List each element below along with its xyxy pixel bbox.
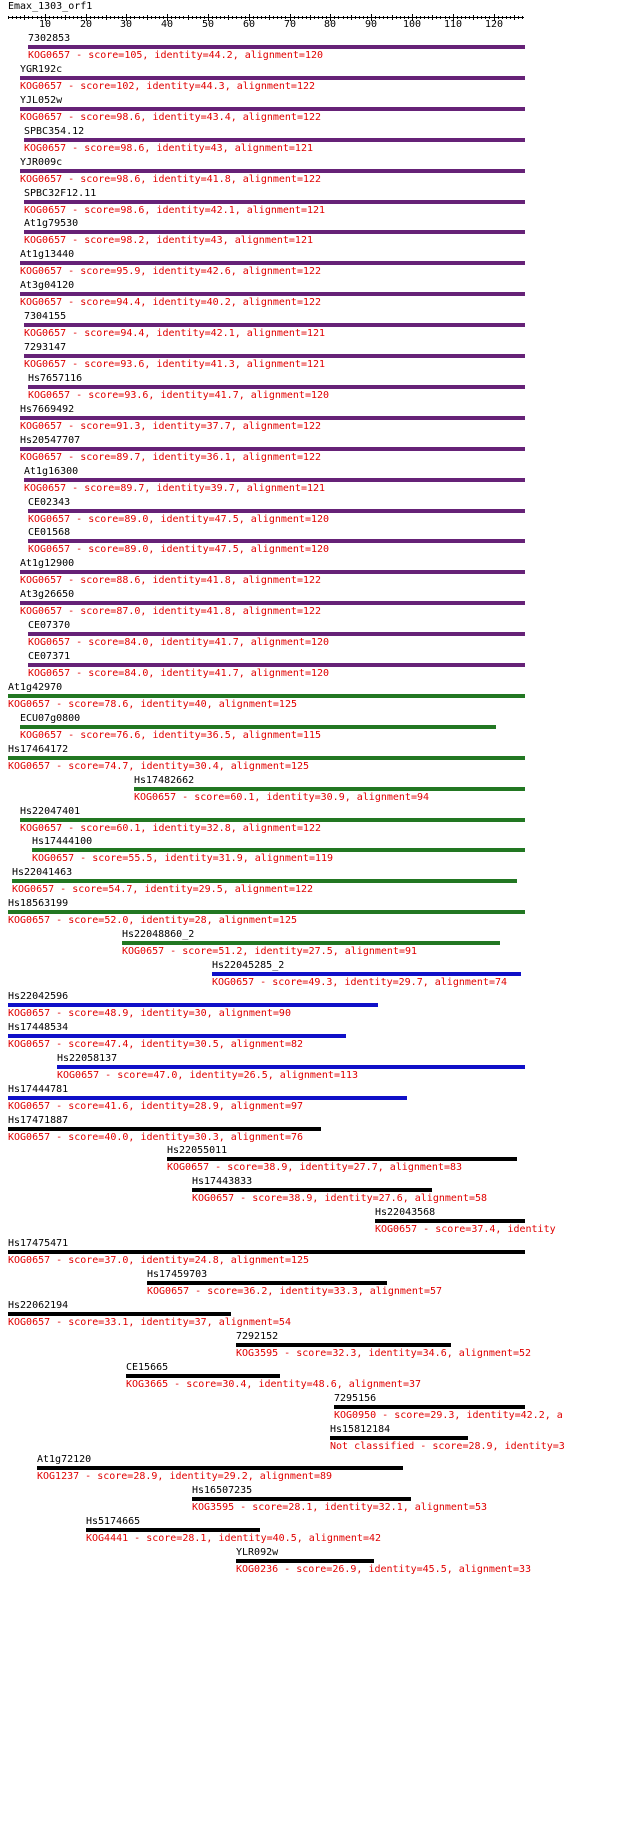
- hit-name[interactable]: Hs22043568: [375, 1207, 436, 1219]
- hit-alignment-bar[interactable]: [20, 107, 525, 111]
- hit-alignment-bar[interactable]: [8, 1096, 407, 1100]
- ruler-tick: [65, 15, 66, 20]
- hit-detail: KOG0657 - score=37.4, identity: [375, 1224, 556, 1236]
- hit-alignment-bar[interactable]: [126, 1374, 280, 1378]
- ruler-tick: [343, 16, 344, 19]
- hit-name[interactable]: 7292152: [236, 1330, 279, 1342]
- hit-name[interactable]: At3g04120: [20, 280, 75, 292]
- hit-name[interactable]: Hs17444100: [32, 836, 93, 848]
- hit-row[interactable]: [0, 1176, 620, 1206]
- hit-row[interactable]: [0, 898, 620, 928]
- ruler-tick: [94, 16, 95, 19]
- hit-alignment-bar[interactable]: [20, 447, 525, 451]
- hit-detail: KOG0657 - score=98.2, identity=43, alignment=121: [24, 235, 313, 247]
- hit-alignment-bar[interactable]: [86, 1528, 260, 1532]
- hit-name[interactable]: Hs22047401: [20, 805, 81, 817]
- hit-detail: KOG1237 - score=28.9, identity=29.2, alignment=89: [37, 1471, 333, 1483]
- hit-name[interactable]: 7304155: [24, 311, 67, 323]
- hit-alignment-bar[interactable]: [12, 879, 517, 883]
- hit-alignment-bar[interactable]: [28, 663, 525, 667]
- hit-name[interactable]: 7295156: [334, 1392, 377, 1404]
- hit-row[interactable]: [0, 867, 620, 897]
- hit-name[interactable]: YJL052w: [20, 94, 63, 106]
- hit-alignment-bar[interactable]: [8, 910, 525, 914]
- ruler-tick: [392, 15, 393, 20]
- ruler-tick: [196, 16, 197, 19]
- hit-alignment-bar[interactable]: [8, 1312, 231, 1316]
- ruler-tick: [102, 16, 103, 19]
- ruler-tick: [379, 16, 380, 19]
- ruler-tick: [53, 16, 54, 19]
- hit-name[interactable]: YJR009c: [20, 156, 63, 168]
- hit-alignment-bar[interactable]: [8, 1003, 378, 1007]
- hit-detail: KOG0657 - score=52.0, identity=28, alignment=125: [8, 915, 297, 927]
- hit-name[interactable]: Hs22045285_2: [212, 960, 285, 971]
- hit-row[interactable]: [0, 1145, 620, 1175]
- ruler-tick: [236, 16, 237, 19]
- hit-row[interactable]: [0, 218, 620, 248]
- hit-row[interactable]: [0, 991, 620, 1021]
- hit-name[interactable]: At1g13440: [20, 249, 75, 261]
- hit-row[interactable]: [0, 373, 620, 403]
- hit-row[interactable]: [0, 1053, 620, 1083]
- hit-name[interactable]: Hs16507235: [192, 1485, 253, 1497]
- hit-detail: KOG0657 - score=40.0, identity=30.3, alignment=76: [8, 1131, 304, 1143]
- ruler-tick-label: 120: [485, 19, 504, 30]
- hit-detail: KOG0657 - score=49.3, identity=29.7, alignment=74: [212, 977, 508, 988]
- hit-alignment-bar[interactable]: [8, 1034, 346, 1038]
- hit-row[interactable]: [0, 1084, 620, 1114]
- hit-detail: KOG0657 - score=51.2, identity=27.5, alignment=91: [122, 946, 418, 958]
- ruler-tick-label: 40: [161, 19, 174, 30]
- hit-detail: KOG0657 - score=89.7, identity=39.7, alignment=121: [24, 482, 326, 494]
- ruler-tick: [16, 16, 17, 19]
- hit-row[interactable]: [0, 836, 620, 866]
- hit-name[interactable]: Hs20547707: [20, 434, 81, 446]
- hit-name[interactable]: Hs22058137: [57, 1052, 118, 1064]
- hit-detail: KOG0657 - score=60.1, identity=30.9, alignment=94: [134, 791, 430, 803]
- hit-alignment-bar[interactable]: [20, 570, 525, 574]
- hit-alignment-bar[interactable]: [24, 138, 525, 142]
- ruler-tick: [424, 16, 425, 19]
- ruler-tick: [469, 16, 470, 19]
- hit-detail: KOG3595 - score=32.3, identity=34.6, alignment=52: [236, 1347, 532, 1359]
- ruler-tick: [179, 16, 180, 19]
- hit-detail: KOG0657 - score=89.0, identity=47.5, alignment=120: [28, 513, 330, 525]
- hit-row[interactable]: [0, 435, 620, 465]
- hit-alignment-bar[interactable]: [20, 76, 525, 80]
- hit-detail: KOG0657 - score=47.4, identity=30.5, alignment=82: [8, 1038, 304, 1050]
- hit-alignment-bar[interactable]: [134, 787, 525, 791]
- hit-row[interactable]: [0, 1207, 620, 1237]
- hit-alignment-bar[interactable]: [32, 848, 525, 852]
- ruler-tick: [355, 16, 356, 19]
- hit-alignment-bar[interactable]: [8, 1127, 321, 1131]
- hit-row[interactable]: [0, 1022, 620, 1052]
- hit-row[interactable]: [0, 651, 620, 681]
- hit-detail: KOG0657 - score=33.1, identity=37, alignment=54: [8, 1316, 291, 1328]
- hit-row[interactable]: [0, 620, 620, 650]
- ruler-tick: [318, 16, 319, 19]
- ruler-tick-label: 50: [202, 19, 215, 30]
- hit-detail: KOG0657 - score=48.9, identity=30, alignment=90: [8, 1007, 291, 1019]
- ruler-tick: [134, 16, 135, 19]
- ruler-tick: [351, 15, 352, 20]
- hit-alignment-bar[interactable]: [192, 1497, 411, 1501]
- hit-detail: KOG0657 - score=87.0, identity=41.8, alignment=122: [20, 606, 322, 618]
- hit-detail: KOG0657 - score=36.2, identity=33.3, alignment=57: [147, 1286, 443, 1297]
- hit-alignment-bar[interactable]: [20, 261, 525, 265]
- hit-row[interactable]: [0, 806, 620, 836]
- hit-name[interactable]: YLR092w: [236, 1547, 279, 1559]
- ruler-tick-label: 110: [444, 19, 463, 30]
- ruler-tick: [155, 16, 156, 19]
- hit-detail: KOG0657 - score=60.1, identity=32.8, alignment=122: [20, 822, 322, 834]
- ruler-tick: [28, 16, 29, 19]
- ruler-tick-label: 20: [80, 19, 93, 30]
- hit-alignment-bar[interactable]: [8, 694, 525, 698]
- hit-row[interactable]: [0, 1300, 620, 1330]
- ruler-tick: [73, 16, 74, 19]
- ruler-tick: [428, 16, 429, 19]
- hit-detail: KOG3665 - score=30.4, identity=48.6, alignment=37: [126, 1378, 422, 1390]
- ruler-tick: [436, 16, 437, 19]
- ruler-tick: [273, 16, 274, 19]
- hit-name[interactable]: At1g12900: [20, 558, 75, 570]
- hit-name[interactable]: Hs17448534: [8, 1021, 69, 1033]
- hit-name[interactable]: 7293147: [24, 342, 67, 353]
- hit-name[interactable]: CE01568: [28, 527, 71, 539]
- ruler-tick: [114, 16, 115, 19]
- ruler-tick: [347, 16, 348, 19]
- hit-detail: KOG0950 - score=29.3, identity=42.2, a: [334, 1409, 563, 1421]
- hit-row[interactable]: [0, 1269, 620, 1299]
- ruler-tick: [192, 16, 193, 19]
- hit-row[interactable]: [0, 744, 620, 774]
- hit-name[interactable]: Hs17482662: [134, 774, 195, 786]
- hit-alignment-bar[interactable]: [24, 200, 525, 204]
- ruler-tick-label: 100: [403, 19, 422, 30]
- hit-name[interactable]: Hs22042596: [8, 990, 69, 1002]
- ruler-tick: [465, 16, 466, 19]
- ruler-tick: [61, 16, 62, 19]
- ruler-tick: [183, 16, 184, 19]
- hit-row[interactable]: [0, 1547, 620, 1577]
- hit-detail: KOG0657 - score=105, identity=44.2, alignment=120: [28, 50, 324, 61]
- hit-row[interactable]: [0, 527, 620, 557]
- hit-row[interactable]: [0, 929, 620, 959]
- ruler-tick: [298, 16, 299, 19]
- ruler-tick-label: 10: [39, 19, 52, 30]
- hit-name[interactable]: Hs17459703: [147, 1269, 208, 1280]
- hit-name[interactable]: SPBC32F12.11: [24, 187, 97, 199]
- ruler-tick: [322, 16, 323, 19]
- ruler-tick: [175, 16, 176, 19]
- ruler-tick: [432, 15, 433, 20]
- ruler-tick: [106, 15, 107, 20]
- ruler-tick: [200, 16, 201, 19]
- hit-detail: KOG0657 - score=93.6, identity=41.3, alignment=121: [24, 359, 326, 370]
- hit-name[interactable]: Hs22048860_2: [122, 929, 195, 941]
- hit-row[interactable]: [0, 404, 620, 434]
- hit-alignment-bar[interactable]: [167, 1157, 517, 1161]
- hit-alignment-bar[interactable]: [24, 354, 525, 358]
- hit-alignment-bar[interactable]: [147, 1281, 387, 1285]
- hit-alignment-bar[interactable]: [28, 385, 525, 389]
- ruler-tick: [473, 15, 474, 20]
- ruler-tick: [159, 16, 160, 19]
- hit-name[interactable]: Hs7657116: [28, 372, 83, 384]
- ruler-tick: [314, 16, 315, 19]
- ruler-tick: [20, 16, 21, 19]
- hit-name[interactable]: At3g26650: [20, 589, 75, 601]
- ruler-tick: [359, 16, 360, 19]
- hit-alignment-bar[interactable]: [57, 1065, 525, 1069]
- hit-alignment-bar[interactable]: [334, 1405, 525, 1409]
- hit-detail: KOG4441 - score=28.1, identity=40.5, alignment=42: [86, 1533, 382, 1545]
- ruler-tick: [261, 16, 262, 19]
- hit-row[interactable]: [0, 33, 620, 63]
- ruler-tick: [481, 16, 482, 19]
- ruler-tick-label: 80: [324, 19, 337, 30]
- ruler-tick-label: 90: [365, 19, 378, 30]
- hit-alignment-bar[interactable]: [212, 972, 521, 976]
- hit-detail: KOG0657 - score=91.3, identity=37.7, alignment=122: [20, 420, 322, 432]
- ruler-tick: [37, 16, 38, 19]
- hit-name[interactable]: SPBC354.12: [24, 125, 85, 137]
- hit-detail: KOG0657 - score=76.6, identity=36.5, alignment=115: [20, 729, 322, 741]
- hit-name[interactable]: Hs15812184: [330, 1423, 391, 1435]
- hit-detail: KOG0657 - score=98.6, identity=41.8, alignment=122: [20, 173, 322, 185]
- hit-alignment-bar[interactable]: [20, 292, 525, 296]
- ruler-tick: [514, 15, 515, 20]
- hit-alignment-bar[interactable]: [236, 1343, 451, 1347]
- ruler-tick: [306, 16, 307, 19]
- hit-row[interactable]: [0, 64, 620, 94]
- hit-alignment-bar[interactable]: [28, 632, 525, 636]
- hit-detail: KOG0236 - score=26.9, identity=45.5, alignment=33: [236, 1564, 532, 1576]
- hit-alignment-bar[interactable]: [192, 1188, 432, 1192]
- hit-row[interactable]: [0, 157, 620, 187]
- ruler-tick: [216, 16, 217, 19]
- hit-detail: KOG0657 - score=54.7, identity=29.5, alignment=122: [12, 884, 314, 896]
- hit-row[interactable]: [0, 1362, 620, 1392]
- ruler-tick: [24, 15, 25, 20]
- hit-detail: KOG0657 - score=84.0, identity=41.7, alignment=120: [28, 637, 330, 649]
- hit-name[interactable]: Hs22041463: [12, 867, 73, 879]
- hit-name[interactable]: YGR192c: [20, 63, 63, 75]
- hit-name[interactable]: Hs17443833: [192, 1176, 253, 1188]
- ruler-tick: [440, 16, 441, 19]
- hit-name[interactable]: Hs17471887: [8, 1114, 69, 1126]
- ruler-tick: [220, 16, 221, 19]
- hit-name[interactable]: CE07371: [28, 651, 71, 662]
- hit-detail: KOG0657 - score=89.7, identity=36.1, alignment=122: [20, 451, 322, 463]
- hit-alignment-bar[interactable]: [8, 756, 525, 760]
- hit-name[interactable]: CE02343: [28, 496, 71, 508]
- hit-alignment-bar[interactable]: [20, 818, 525, 822]
- ruler-tick: [522, 16, 523, 19]
- hit-detail: KOG0657 - score=93.6, identity=41.7, alignment=120: [28, 389, 330, 401]
- hit-detail: KOG0657 - score=38.9, identity=27.6, alignment=58: [192, 1193, 488, 1205]
- ruler-tick: [110, 16, 111, 19]
- hit-name[interactable]: Hs7669492: [20, 403, 75, 415]
- ruler-tick: [241, 16, 242, 19]
- hit-detail: KOG0657 - score=89.0, identity=47.5, alignment=120: [28, 544, 330, 556]
- hit-name[interactable]: At1g72120: [37, 1454, 92, 1466]
- ruler-tick: [363, 16, 364, 19]
- hit-name[interactable]: 7302853: [28, 33, 71, 44]
- hit-name[interactable]: ECU07g0800: [20, 712, 81, 724]
- hit-row[interactable]: [0, 188, 620, 218]
- hit-row[interactable]: [0, 311, 620, 341]
- hit-row[interactable]: [0, 342, 620, 372]
- hit-row[interactable]: [0, 497, 620, 527]
- hit-detail: KOG0657 - score=88.6, identity=41.8, alignment=122: [20, 575, 322, 587]
- hit-detail: KOG0657 - score=38.9, identity=27.7, alignment=83: [167, 1162, 463, 1174]
- hit-alignment-bar[interactable]: [28, 509, 525, 513]
- hit-name[interactable]: CE15665: [126, 1361, 169, 1373]
- hit-detail: KOG0657 - score=98.6, identity=42.1, alignment=121: [24, 204, 326, 216]
- ruler-tick: [151, 16, 152, 19]
- hit-detail: KOG0657 - score=55.5, identity=31.9, alignment=119: [32, 853, 334, 865]
- hit-alignment-bar[interactable]: [37, 1466, 403, 1470]
- hit-row[interactable]: [0, 95, 620, 125]
- hit-name[interactable]: Hs17444781: [8, 1083, 69, 1095]
- hit-name[interactable]: At1g79530: [24, 218, 79, 230]
- hit-detail: KOG0657 - score=74.7, identity=30.4, alignment=125: [8, 760, 310, 772]
- hit-name[interactable]: Hs22055011: [167, 1145, 228, 1157]
- hit-row[interactable]: [0, 1238, 620, 1268]
- ruler-tick: [8, 16, 9, 19]
- ruler-tick: [338, 16, 339, 19]
- ruler-tick: [257, 16, 258, 19]
- ruler-tick: [188, 15, 189, 20]
- hit-row[interactable]: [0, 466, 620, 496]
- ruler-tick: [387, 16, 388, 19]
- hit-row[interactable]: [0, 1331, 620, 1361]
- ruler-tick: [143, 16, 144, 19]
- ruler-tick: [265, 16, 266, 19]
- hit-alignment-bar[interactable]: [24, 478, 525, 482]
- hit-row[interactable]: [0, 1516, 620, 1546]
- hit-row[interactable]: [0, 280, 620, 310]
- hit-alignment-bar[interactable]: [236, 1559, 374, 1563]
- ruler-tick: [147, 15, 148, 20]
- hit-alignment-bar[interactable]: [28, 539, 525, 543]
- hit-row[interactable]: [0, 589, 620, 619]
- ruler-tick-label: 60: [243, 19, 256, 30]
- hit-detail: Not classified - score=28.9, identity=3: [330, 1440, 565, 1452]
- hit-alignment-bar[interactable]: [122, 941, 500, 945]
- ruler-tick: [98, 16, 99, 19]
- hit-detail: KOG0657 - score=37.0, identity=24.8, alignment=125: [8, 1255, 310, 1267]
- ruler-tick: [477, 16, 478, 19]
- ruler-tick: [12, 16, 13, 19]
- hit-row[interactable]: [0, 1485, 620, 1515]
- ruler-tick: [277, 16, 278, 19]
- ruler-tick: [310, 15, 311, 20]
- ruler-tick: [269, 15, 270, 20]
- hit-name[interactable]: Hs17464172: [8, 743, 69, 755]
- hit-row[interactable]: [0, 775, 620, 805]
- hit-row[interactable]: [0, 126, 620, 156]
- ruler-tick-label: 70: [284, 19, 297, 30]
- ruler-tick: [77, 16, 78, 19]
- hit-detail: KOG0657 - score=41.6, identity=28.9, alignment=97: [8, 1100, 304, 1112]
- hit-row[interactable]: [0, 1454, 620, 1484]
- hit-alignment-bar[interactable]: [28, 45, 525, 49]
- hit-detail: KOG3595 - score=28.1, identity=32.1, alignment=53: [192, 1502, 488, 1514]
- hit-row[interactable]: [0, 558, 620, 588]
- ruler-tick: [139, 16, 140, 19]
- hit-alignment-bar[interactable]: [375, 1219, 525, 1223]
- ruler-tick: [400, 16, 401, 19]
- hit-alignment-bar[interactable]: [20, 725, 496, 729]
- hit-name[interactable]: Hs18563199: [8, 898, 69, 910]
- hit-name[interactable]: Hs5174665: [86, 1516, 141, 1528]
- hit-row[interactable]: [0, 1393, 620, 1423]
- hit-name[interactable]: At1g16300: [24, 465, 79, 477]
- hit-detail: KOG0657 - score=94.4, identity=40.2, alignment=122: [20, 297, 322, 309]
- ruler-tick: [228, 15, 229, 20]
- hit-name[interactable]: Hs17475471: [8, 1238, 69, 1250]
- hit-row[interactable]: [0, 1115, 620, 1145]
- hit-alignment-bar[interactable]: [24, 230, 525, 234]
- ruler-tick: [57, 16, 58, 19]
- hit-name[interactable]: Hs22062194: [8, 1299, 69, 1311]
- ruler-tick: [224, 16, 225, 19]
- hit-detail: KOG0657 - score=102, identity=44.3, alignment=122: [20, 80, 316, 92]
- ruler-tick: [232, 16, 233, 19]
- ruler-tick: [518, 16, 519, 19]
- hit-alignment-bar[interactable]: [20, 169, 525, 173]
- hit-detail: KOG0657 - score=84.0, identity=41.7, alignment=120: [28, 668, 330, 679]
- ruler-tick: [383, 16, 384, 19]
- hit-detail: KOG0657 - score=98.6, identity=43, alignment=121: [24, 142, 313, 154]
- hit-detail: KOG0657 - score=94.4, identity=42.1, alignment=121: [24, 328, 326, 340]
- query-name: Emax_1303_orf1: [8, 1, 93, 12]
- hit-row[interactable]: [0, 682, 620, 712]
- hit-row[interactable]: [0, 1424, 620, 1454]
- hit-alignment-bar[interactable]: [24, 323, 525, 327]
- hit-alignment-bar[interactable]: [330, 1436, 468, 1440]
- ruler-tick: [281, 16, 282, 19]
- hit-alignment-bar[interactable]: [20, 601, 525, 605]
- ruler-tick: [396, 16, 397, 19]
- hit-row[interactable]: [0, 713, 620, 743]
- hit-row[interactable]: [0, 249, 620, 279]
- ruler-tick-label: 30: [120, 19, 133, 30]
- hit-detail: KOG0657 - score=47.0, identity=26.5, alignment=113: [57, 1069, 359, 1081]
- ruler-tick: [302, 16, 303, 19]
- hit-alignment-bar[interactable]: [20, 416, 525, 420]
- ruler-tick: [69, 16, 70, 19]
- hit-detail: KOG0657 - score=98.6, identity=43.4, alignment=122: [20, 111, 322, 123]
- ruler-tick: [118, 16, 119, 19]
- hit-row[interactable]: [0, 960, 620, 990]
- hit-detail: KOG0657 - score=78.6, identity=40, alignment=125: [8, 698, 297, 710]
- hit-name[interactable]: At1g42970: [8, 681, 63, 693]
- ruler-tick: [506, 16, 507, 19]
- hit-detail: KOG0657 - score=95.9, identity=42.6, alignment=122: [20, 266, 322, 278]
- ruler-tick: [32, 16, 33, 19]
- hit-alignment-bar[interactable]: [8, 1250, 525, 1254]
- ruler-tick: [510, 16, 511, 19]
- hit-name[interactable]: CE07370: [28, 620, 71, 632]
